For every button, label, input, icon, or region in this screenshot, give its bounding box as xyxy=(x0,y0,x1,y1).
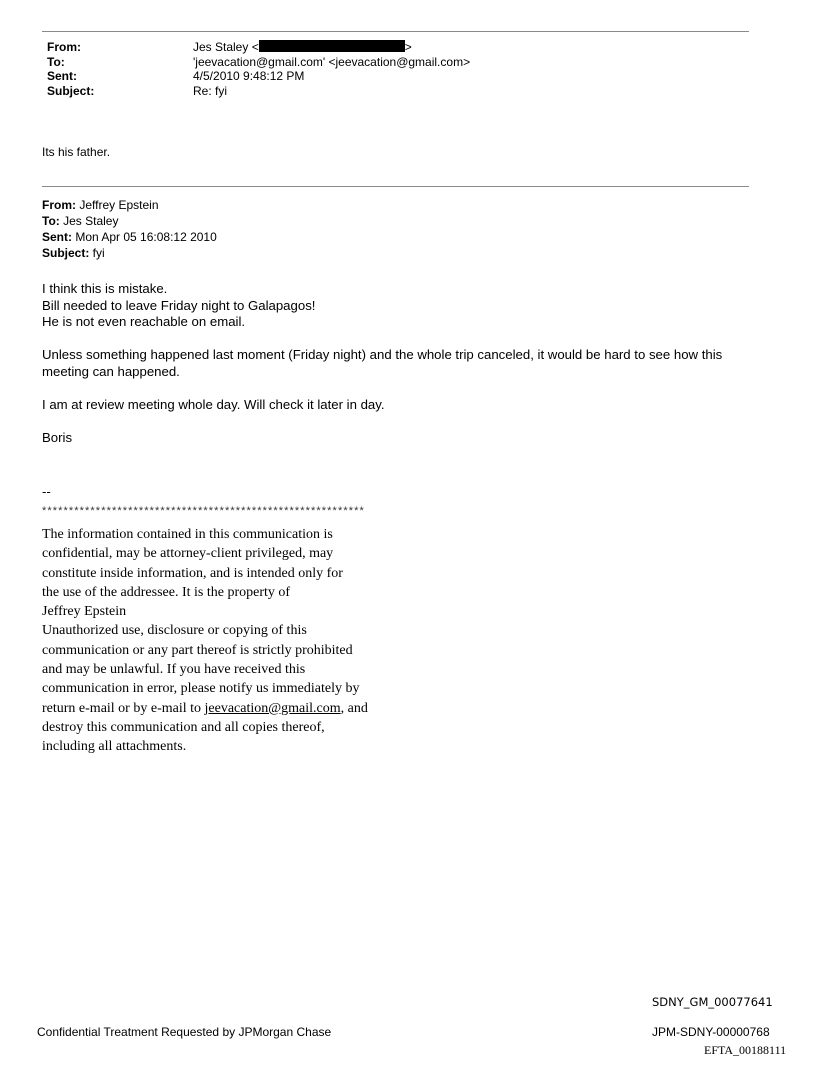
separator-rule xyxy=(42,186,749,187)
sent-row xyxy=(47,69,470,84)
paragraph-3: I am at review meeting whole day. Will check it later in day. xyxy=(42,396,385,412)
from-value: Jes Staley < > xyxy=(193,40,412,54)
confidential-notice: Confidential Treatment Requested by JPMorgan Chase xyxy=(37,1025,332,1039)
disclaimer: The information contained in this communication is confidential, may be attorney-client privileged, may constitute inside information, and is intended only for the use of the addressee. It is the property of Jeffrey Epstein Unauthorized use, disclosure or copying of this communication or any part thereof is strictly prohibited and may be unlawful. If you have received this communication in error, please notify us immediately by return e-mail or by e-mail to jeevacation@gmail.com, and destroy this communication and all copies thereof, including all attachments. xyxy=(42,525,422,757)
redaction-box xyxy=(259,40,405,52)
from-row xyxy=(47,40,470,55)
paragraph-1: I think this is mistake. Bill needed to leave Friday night to Galapagos! He is not even reachable on email. xyxy=(42,281,316,329)
from-label: From: xyxy=(47,40,81,54)
jpm-bates-number: JPM-SDNY-00000768 xyxy=(652,1025,770,1039)
orig-subject-row: Subject: fyi xyxy=(42,246,105,260)
to-label: To: xyxy=(47,54,65,69)
top-rule xyxy=(42,31,749,32)
original-body xyxy=(42,281,762,463)
original-header xyxy=(42,197,217,261)
signature-stars: ************************************************************ xyxy=(42,505,365,517)
subject-value: Re: fyi xyxy=(193,83,228,98)
subject-row xyxy=(47,84,470,99)
sent-label: Sent: xyxy=(47,69,77,83)
orig-from-row: From: Jeffrey Epstein xyxy=(42,198,159,212)
orig-sent-row: Sent: Mon Apr 05 16:08:12 2010 xyxy=(42,230,217,244)
sdny-bates-number: SDNY_GM_00077641 xyxy=(652,995,773,1009)
paragraph-2: Unless something happened last moment (Friday night) and the whole trip canceled, it would be hard to see how this meeting can happened. xyxy=(42,347,723,379)
to-row xyxy=(47,55,470,70)
disclaimer-email-line: return e-mail or by e-mail to jeevacation@gmail.com, and xyxy=(42,700,368,716)
signature-dashes: -- xyxy=(42,484,51,499)
reply-header xyxy=(47,40,470,98)
reply-body: Its his father. xyxy=(42,145,111,159)
to-value: 'jeevacation@gmail.com' <jeevacation@gmail.com> xyxy=(193,54,471,69)
subject-label: Subject: xyxy=(47,83,95,98)
email-link[interactable]: jeevacation@gmail.com xyxy=(204,700,341,716)
sign-off: Boris xyxy=(42,429,73,445)
sent-value: 4/5/2010 9:48:12 PM xyxy=(193,69,305,83)
orig-to-row: To: Jes Staley xyxy=(42,214,119,228)
efta-number: EFTA_00188111 xyxy=(704,1043,787,1057)
